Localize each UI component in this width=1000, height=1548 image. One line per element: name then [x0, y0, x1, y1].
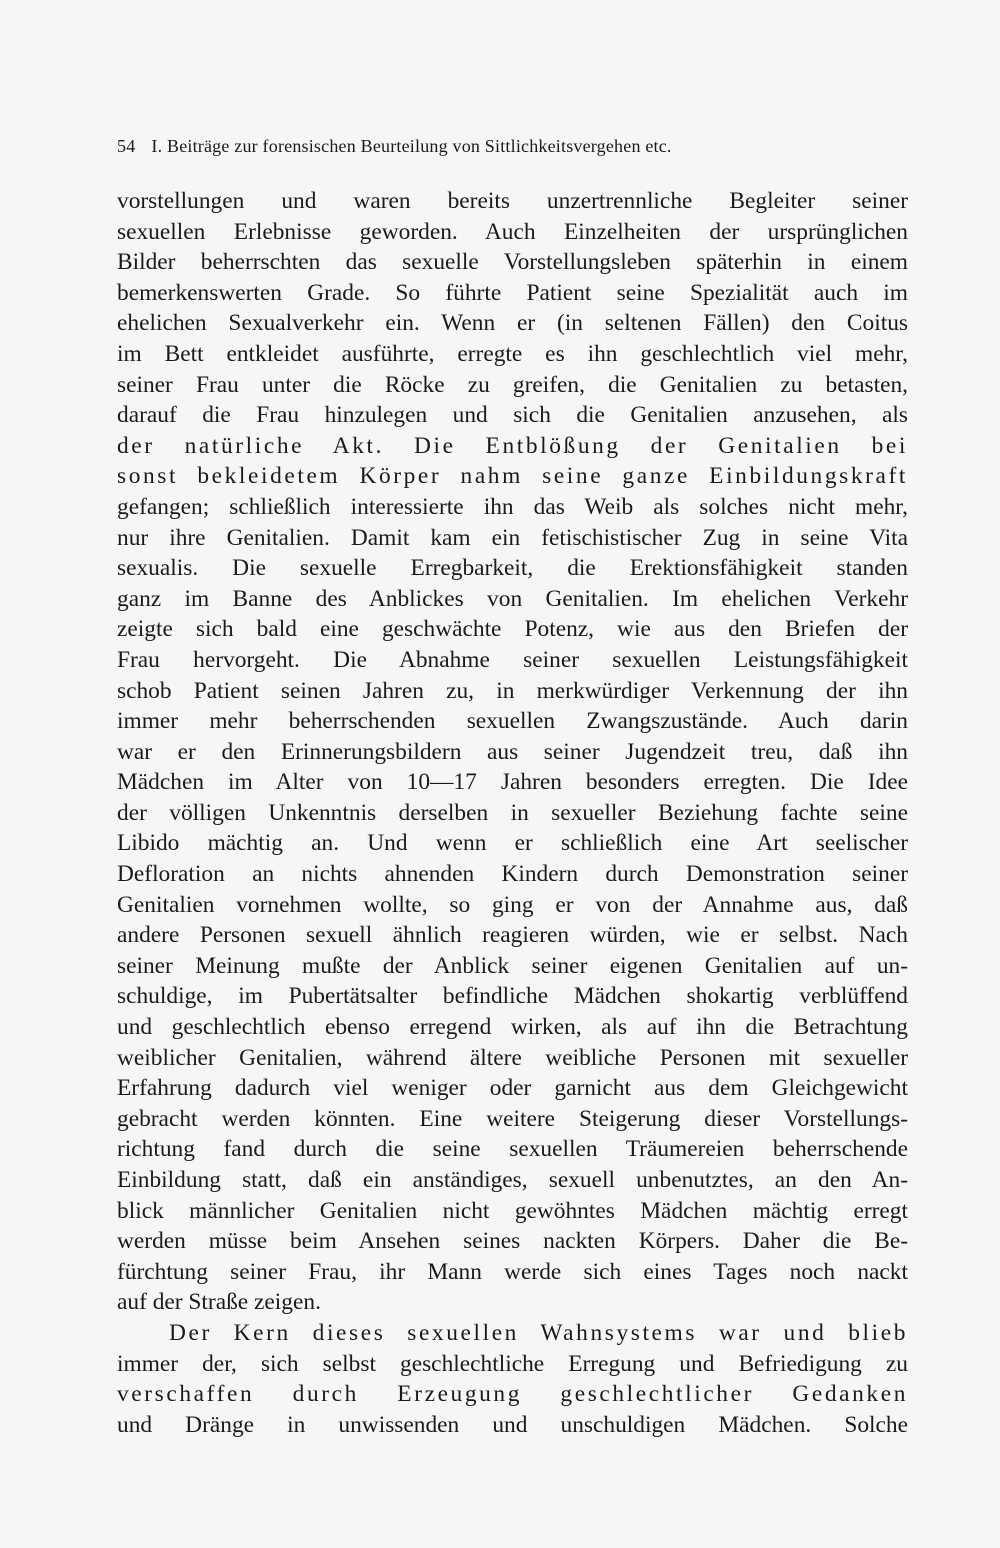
text-line: war er den Erinnerungsbildern aus seiner Jugendzeit treu, daß ihn — [117, 738, 908, 765]
text-line: sonst bekleidetem Körper nahm seine ganze Einbildungskraft — [117, 463, 908, 490]
text-line: sexuellen Erlebnisse geworden. Auch Einzelheiten der ursprünglichen — [117, 218, 908, 245]
text-line: gebracht werden könnten. Eine weitere Steigerung dieser Vorstellungs- — [117, 1105, 908, 1132]
paragraph-2 — [117, 1318, 908, 1440]
text-line: Einbildung statt, daß ein anständiges, sexuell unbenutztes, an den An- — [117, 1167, 908, 1193]
text-line: ganz im Banne des Anblickes von Genitalien. Im ehelichen Verkehr — [117, 585, 908, 612]
text-line: schob Patient seinen Jahren zu, in merkwürdiger Verkennung der ihn — [117, 677, 908, 704]
text-line: richtung fand durch die seine sexuellen Träumereien beherrschende — [117, 1136, 908, 1163]
body-text — [117, 186, 908, 1440]
text-line: schuldige, im Pubertätsalter befindliche Mädchen shokartig verblüffend — [117, 983, 908, 1010]
text-line: weiblicher Genitalien, während ältere weibliche Personen mit sexueller — [117, 1044, 908, 1071]
text-line: Defloration an nichts ahnenden Kindern durch Demonstration seiner — [117, 861, 908, 888]
text-line: im Bett entkleidet ausführte, erregte es ihn geschlechtlich viel mehr, — [117, 340, 908, 367]
running-title: I. Beiträge zur forensischen Beurteilung von Sittlichkeitsvergehen etc. — [151, 136, 672, 156]
text-line: werden müsse beim Ansehen seines nackten Körpers. Daher die Be- — [117, 1228, 908, 1255]
text-line: nur ihre Genitalien. Damit kam ein fetischistischer Zug in seine Vita — [117, 524, 908, 551]
text-line: immer der, sich selbst geschlechtliche Erregung und Befriedigung zu — [117, 1350, 908, 1377]
running-header — [117, 136, 917, 157]
text-line: auf der Straße zeigen. — [117, 1289, 321, 1316]
text-line: seiner Meinung mußte der Anblick seiner eigenen Genitalien auf un- — [117, 952, 908, 979]
text-line: blick männlicher Genitalien nicht gewöhntes Mädchen mächtig erregt — [117, 1197, 908, 1224]
text-line: Mädchen im Alter von 10—17 Jahren besonders erregten. Die Idee — [117, 769, 908, 796]
text-line: Bilder beherrschten das sexuelle Vorstellungsleben späterhin in einem — [117, 249, 908, 276]
text-line: Erfahrung dadurch viel weniger oder garnicht aus dem Gleichgewicht — [117, 1075, 908, 1102]
text-line: der völligen Unkenntnis derselben in sexueller Beziehung fachte seine — [117, 799, 908, 826]
text-line: vorstellungen und waren bereits unzertrennliche Begleiter seiner — [117, 188, 908, 214]
text-line: verschaffen durch Erzeugung geschlechtlicher Gedanken — [117, 1381, 908, 1408]
text-line: ehelichen Sexualverkehr ein. Wenn er (in seltenen Fällen) den Coitus — [117, 310, 908, 337]
text-line: bemerkenswerten Grade. So führte Patient seine Spezialität auch im — [117, 279, 908, 306]
text-line: seiner Frau unter die Röcke zu greifen, die Genitalien zu betasten, — [117, 371, 908, 398]
paragraph-1 — [117, 186, 908, 1318]
text-line: und geschlechtlich ebenso erregend wirken, als auf ihn die Betrachtung — [117, 1014, 908, 1041]
text-line: fürchtung seiner Frau, ihr Mann werde sich eines Tages noch nackt — [117, 1258, 908, 1285]
text-line: und Dränge in unwissenden und unschuldigen Mädchen. Solche — [117, 1411, 908, 1438]
text-line: Der Kern dieses sexuellen Wahnsystems war und blieb — [169, 1319, 908, 1346]
text-line: sexualis. Die sexuelle Erregbarkeit, die Erektionsfähigkeit standen — [117, 555, 908, 582]
text-line: gefangen; schließlich interessierte ihn das Weib als solches nicht mehr, — [117, 493, 908, 520]
text-line: zeigte sich bald eine geschwächte Potenz, wie aus den Briefen der — [117, 616, 908, 643]
text-line: immer mehr beherrschenden sexuellen Zwangszustände. Auch darin — [117, 708, 908, 735]
text-line: Libido mächtig an. Und wenn er schließlich eine Art seelischer — [117, 830, 908, 857]
text-line: darauf die Frau hinzulegen und sich die Genitalien anzusehen, als — [117, 402, 908, 429]
text-line: Frau hervorgeht. Die Abnahme seiner sexuellen Leistungsfähigkeit — [117, 646, 908, 673]
text-line: Genitalien vornehmen wollte, so ging er von der Annahme aus, daß — [117, 891, 908, 918]
text-line: andere Personen sexuell ähnlich reagieren würden, wie er selbst. Nach — [117, 922, 908, 949]
text-line: der natürliche Akt. Die Entblößung der Genitalien bei — [117, 432, 908, 459]
page-number: 54 — [117, 136, 136, 156]
